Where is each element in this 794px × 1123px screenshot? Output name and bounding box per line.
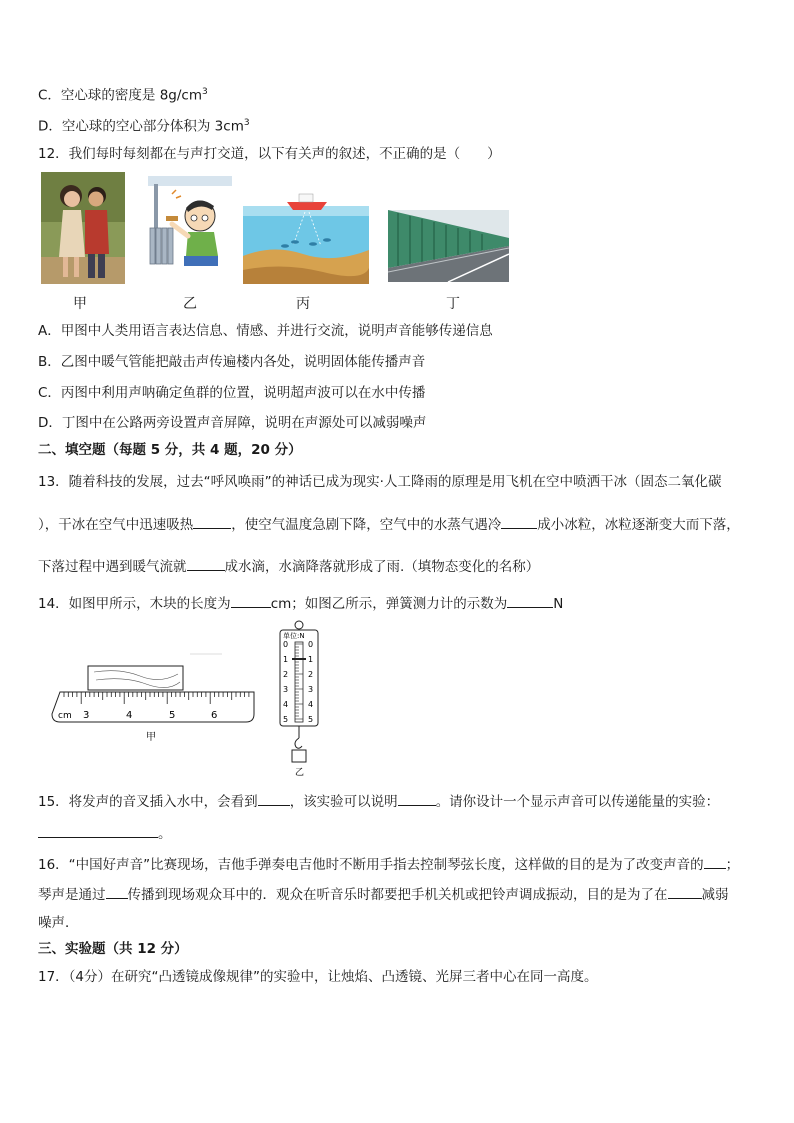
caption-ding: 丁	[446, 296, 460, 312]
weight-block	[292, 750, 306, 762]
question-15-line1: 15．将发声的音叉插入水中，会看到 ，该实验可以说明 。请你设计一个显示声音可以传递能量的实验：	[38, 791, 719, 811]
question-13-line2: ），干冰在空气中迅速吸热 ，使空气温度急剧下降，空气中的水蒸气遇冷 成小冰粒，冰粒逐渐变大而下落，	[38, 514, 740, 534]
ruler-caption: 甲	[146, 732, 156, 743]
question-15-line2: 。	[38, 823, 172, 843]
ruler-unit: cm	[58, 711, 72, 721]
svg-text:4: 4	[308, 700, 314, 709]
option-b: B．乙图中暖气管能把敲击声传遍楼内各处，说明固体能传播声音	[38, 354, 426, 370]
section-title-fill-in: 二、填空题（每题 5 分，共 4 题，20 分）	[38, 442, 302, 458]
answer-blank	[231, 593, 271, 608]
answer-blank	[398, 791, 436, 806]
ruler-tick-label: 5	[169, 710, 176, 721]
ruler-tick-label: 6	[211, 710, 218, 721]
svg-text:3: 3	[283, 685, 289, 694]
question-13-line3: 下落过程中遇到暖气流就 成水滴，水滴降落就形成了雨.（填物态变化的名称）	[38, 556, 539, 576]
image-sonar-fish	[243, 184, 369, 286]
option-c: C．空心球的密度是 $8g/cm^3$	[38, 87, 208, 104]
image-children-talking	[41, 172, 125, 284]
question-17-stem: 17．（4分）在研究“凸透镜成像规律”的实验中，让烛焰、凸透镜、光屏三者中心在同一高度。	[38, 969, 598, 985]
scale-caption: 乙	[295, 768, 305, 778]
caption-jia: 甲	[73, 296, 87, 312]
question-16-line1: 16．“中国好声音”比赛现场，吉他手弹奏电吉他时不断用手指去控制琴弦长度，这样做的目的是为了改变声音的 ；	[38, 854, 739, 874]
answer-blank	[501, 514, 537, 529]
answer-blank	[668, 884, 702, 899]
svg-text:2: 2	[308, 670, 314, 679]
image-noise-barrier-highway	[388, 210, 509, 282]
figure-ruler-block	[50, 650, 262, 750]
svg-text:0: 0	[308, 640, 314, 649]
option-c-q12: C．丙图中利用声呐确定鱼群的位置，说明超声波可以在水中传播	[38, 385, 426, 401]
question-16-line2: 琴声是通过 传播到现场观众耳中的．观众在听音乐时都要把手机关机或把铃声调成振动，目的是为了在 减弱	[38, 884, 729, 904]
option-d-q12: D．丁图中在公路两旁设置声音屏障，说明在声源处可以减弱噪声	[38, 415, 427, 431]
svg-text:4: 4	[283, 700, 289, 709]
image-boy-knocking-pipe	[148, 176, 232, 272]
caption-yi: 乙	[183, 296, 197, 312]
svg-text:5: 5	[308, 715, 314, 724]
svg-text:5: 5	[283, 715, 289, 724]
ruler-tick-label: 4	[126, 710, 133, 721]
answer-blank	[704, 854, 726, 869]
question-14-stem: 14．如图甲所示，木块的长度为 cm；如图乙所示，弹簧测力计的示数为 N	[38, 593, 563, 613]
scale-pointer	[292, 658, 306, 660]
svg-text:0: 0	[283, 640, 289, 649]
answer-blank	[106, 884, 128, 899]
question-16-line3: 噪声．	[38, 915, 79, 931]
answer-blank	[507, 593, 553, 608]
question-12-stem: 12．我们每时每刻都在与声打交道，以下有关声的叙述，不正确的是（ ）	[38, 146, 501, 162]
answer-blank	[193, 514, 231, 529]
ruler-tick-label: 3	[83, 710, 90, 721]
figure-spring-scale	[272, 620, 328, 778]
svg-text:1: 1	[283, 655, 289, 664]
question-13-line1: 13．随着科技的发展，过去“呼风唤雨”的神话已成为现实·人工降雨的原理是用飞机在空中喷洒干冰（固态二氧化碳	[38, 474, 722, 490]
section-title-experiment: 三、实验题（共 12 分）	[38, 941, 188, 957]
svg-text:2: 2	[283, 670, 289, 679]
scale-unit: 单位:N	[283, 632, 305, 640]
answer-blank	[258, 791, 290, 806]
answer-blank	[38, 823, 158, 838]
answer-blank	[187, 556, 225, 571]
svg-text:1: 1	[308, 655, 314, 664]
caption-bing: 丙	[296, 296, 310, 312]
option-d: D．空心球的空心部分体积为 $3cm^3$	[38, 118, 250, 135]
option-a: A．甲图中人类用语言表达信息、情感、并进行交流，说明声音能够传递信息	[38, 323, 493, 339]
svg-text:3: 3	[308, 685, 314, 694]
